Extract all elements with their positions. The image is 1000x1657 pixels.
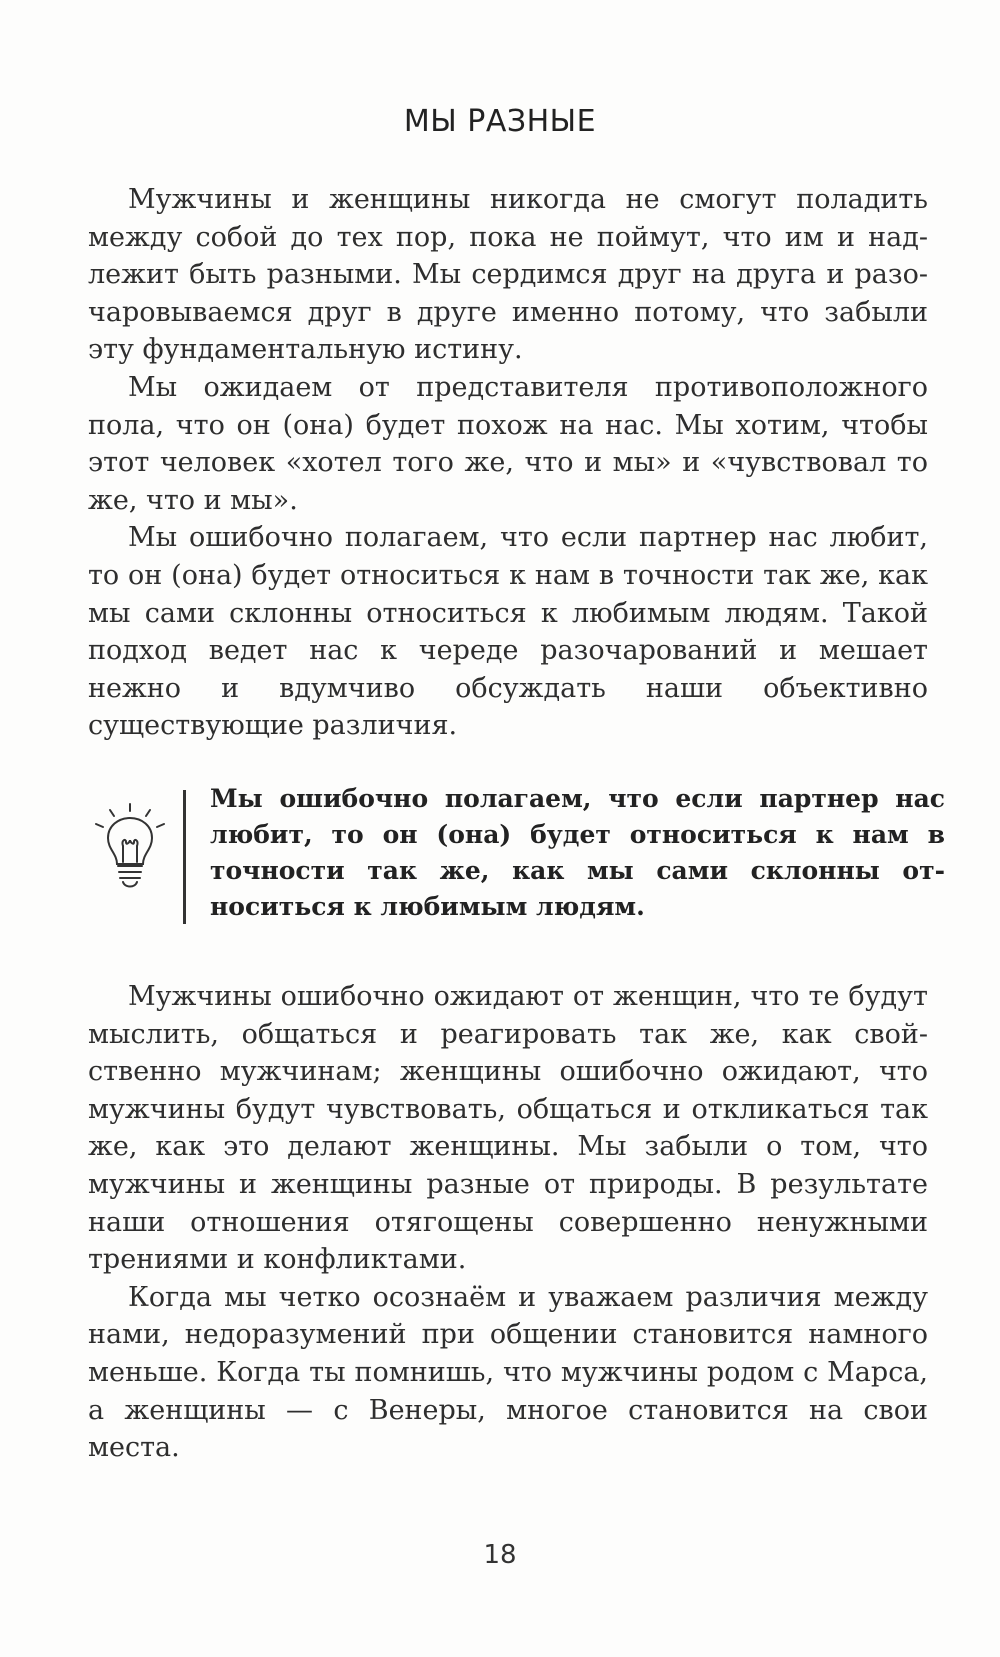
paragraph: Мужчины ошибочно ожидают от женщин, что те будут мыслить, общаться и реагировать так же, как свойственно мужчинам; женщины ошибочно ожидают, что мужчины будут чувствовать, общаться и откликаться так же, как это делают женщины. Мы забыли о том, что мужчины и женщины разные от природы. В результате наши отношения отягощены совершенно ненужными трениями и конфликтами.	[88, 981, 928, 1276]
text-block-top	[88, 181, 928, 745]
paragraph: Мужчины и женщины никогда не смогут поладить между собой до тех пор, пока не поймут, что им и надлежит быть разными. Мы сердимся друг на друга и разочаровываемся друг в друге именно потому, что забыли эту фундаментальную истину.	[88, 184, 928, 366]
paragraph: Когда мы четко осознаём и уважаем различия между нами, недоразумений при общении становится намного меньше. Когда ты помнишь, что мужчины родом с Марса, а женщины — с Венеры, многое становится на свои места.	[88, 1281, 928, 1464]
lightbulb-icon	[90, 802, 170, 894]
page-number: 18	[483, 1540, 517, 1570]
callout-text: Мы ошибочно полагаем, что если партнер нас любит, то он (она) будет относиться к нам в точности так же, как мы сами склонны относиться к любимым людям.	[210, 784, 945, 921]
running-title: МЫ РАЗНЫЕ	[403, 104, 597, 139]
paragraph: Мы ожидаем от представителя противоположного пола, что он (она) будет похож на нас. Мы хотим, чтобы этот человек «хотел того же, что и мы» и «чувствовал то же, что и мы».	[88, 371, 928, 516]
callout-divider	[183, 790, 186, 924]
callout-box	[80, 784, 945, 924]
text-block-bottom	[88, 978, 928, 1467]
paragraph: Мы ошибочно полагаем, что если партнер нас любит, то он (она) будет относиться к нам в точности так же, как мы сами склонны относиться к любимым людям. Такой подход ведет нас к череде разочарований и мешает нежно и вдумчиво обсуждать наши объективно существующие различия.	[88, 522, 928, 742]
